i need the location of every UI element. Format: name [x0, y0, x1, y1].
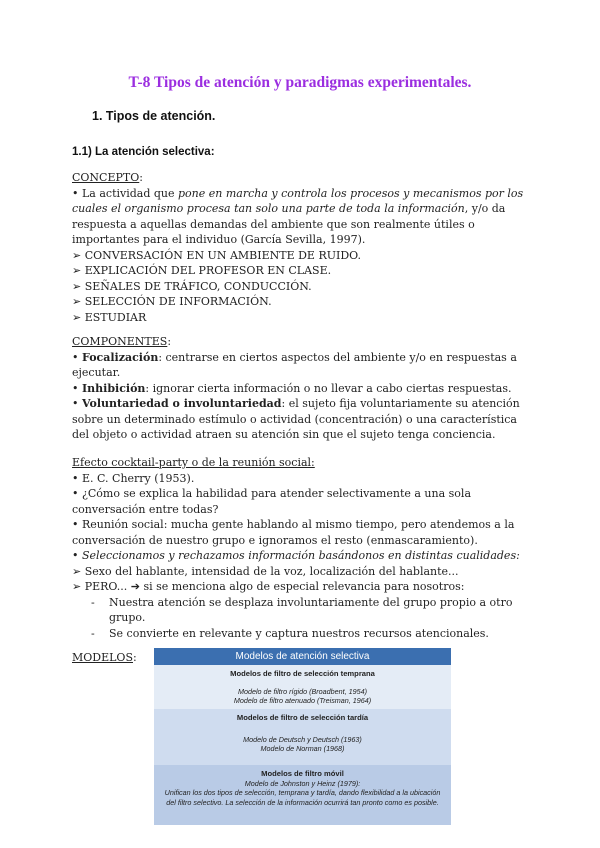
cocktail-subpoint: - Nuestra atención se desplaza involuntariamente del grupo propio a otro grupo.	[91, 595, 513, 624]
cocktail-line: • ¿Cómo se explica la habilidad para atender selectivamente a una sola conversación entre todas?	[72, 487, 471, 516]
modelos-late-box	[154, 709, 451, 765]
cocktail-subpoint: - Se convierte en relevante y captura nuestros recursos atencionales.	[91, 626, 489, 640]
modelos-early-box	[154, 665, 451, 709]
cocktail-line: ➢ Sexo del hablante, intensidad de la voz, localización del hablante...	[72, 564, 459, 578]
componente-inhibicion: • Inhibición: ignorar cierta información o no llevar a cabo ciertas respuestas.	[72, 381, 512, 395]
cocktail-line: ➢ PERO... ➔ si se menciona algo de especial relevancia para nosotros:	[72, 580, 465, 593]
concepto-item: ➢ CONVERSACIÓN EN UN AMBIENTE DE RUIDO.	[72, 248, 362, 262]
mobile-title: Modelos de filtro móvil	[261, 769, 344, 778]
concepto-item: ➢ EXPLICACIÓN DEL PROFESOR EN CLASE.	[72, 264, 332, 277]
late-model: Modelo de Norman (1968)	[260, 744, 345, 754]
section-heading-tipos: 1. Tipos de atención.	[92, 109, 216, 123]
concepto-heading: CONCEPTO:	[72, 171, 143, 184]
cocktail-heading: Efecto cocktail-party o de la reunión social:	[72, 456, 315, 469]
componentes-heading: COMPONENTES:	[72, 335, 172, 348]
mobile-description: Unifican los dos tipos de selección, temprana y tardía, dando flexibilidad a la ubicación del filtro selectivo. La selección de la información ocurrirá tan pronto como es posible.	[164, 788, 441, 807]
page-title: T-8 Tipos de atención y paradigmas experimentales.	[128, 74, 472, 91]
cocktail-line: • Reunión social: mucha gente hablando al mismo tiempo, pero atendemos a la conversación de nuestro grupo e ignoramos el resto (enmascaramiento).	[72, 518, 515, 547]
concepto-definition: • La actividad que pone en marcha y controla los procesos y mecanismos por los cuales el organismo procesa tan solo una parte de toda la información, y/o da respuesta a aquellas demandas del ambiente que son realmente útiles o importantes para el individuo (García Sevilla, 1997).	[72, 186, 524, 246]
modelos-mobile-box	[154, 765, 451, 825]
subsection-heading-atencion-selectiva: 1.1) La atención selectiva:	[72, 146, 215, 158]
late-title: Modelos de filtro de selección tardía	[236, 713, 369, 722]
concepto-section	[72, 170, 532, 325]
concepto-item: ➢ ESTUDIAR	[72, 310, 147, 324]
cocktail-section	[72, 455, 532, 641]
late-model: Modelo de Deutsch y Deutsch (1963)	[243, 734, 362, 744]
modelos-table-title: Modelos de atención selectiva	[154, 648, 451, 665]
early-model: Modelo de filtro atenuado (Treisman, 1964)	[233, 696, 372, 706]
mobile-model: Modelo de Johnston y Heinz (1979):	[244, 778, 361, 788]
cocktail-line: • E. C. Cherry (1953).	[72, 471, 195, 485]
modelos-label: MODELOS:	[72, 651, 137, 664]
concepto-item: ➢ SEÑALES DE TRÁFICO, CONDUCCIÓN.	[72, 279, 312, 293]
modelos-table	[154, 648, 451, 825]
concepto-item: ➢ SELECCIÓN DE INFORMACIÓN.	[72, 295, 272, 308]
cocktail-line: • Seleccionamos y rechazamos información basándonos en distintas cualidades:	[72, 549, 520, 562]
componente-voluntariedad: • Voluntariedad o involuntariedad: el sujeto fija voluntariamente su atención sobre un determinado estímulo o actividad (concentración) o una característica del objeto o actividad atraen su atención sin que el sujeto tenga conciencia.	[72, 397, 520, 441]
early-title: Modelos de filtro de selección temprana	[230, 669, 375, 678]
componentes-section	[72, 334, 532, 443]
componente-focalizacion: • Focalización: centrarse en ciertos aspectos del ambiente y/o en respuestas a ejecutar.	[72, 350, 517, 379]
early-model: Modelo de filtro rígido (Broadbent, 1954)	[237, 686, 368, 696]
